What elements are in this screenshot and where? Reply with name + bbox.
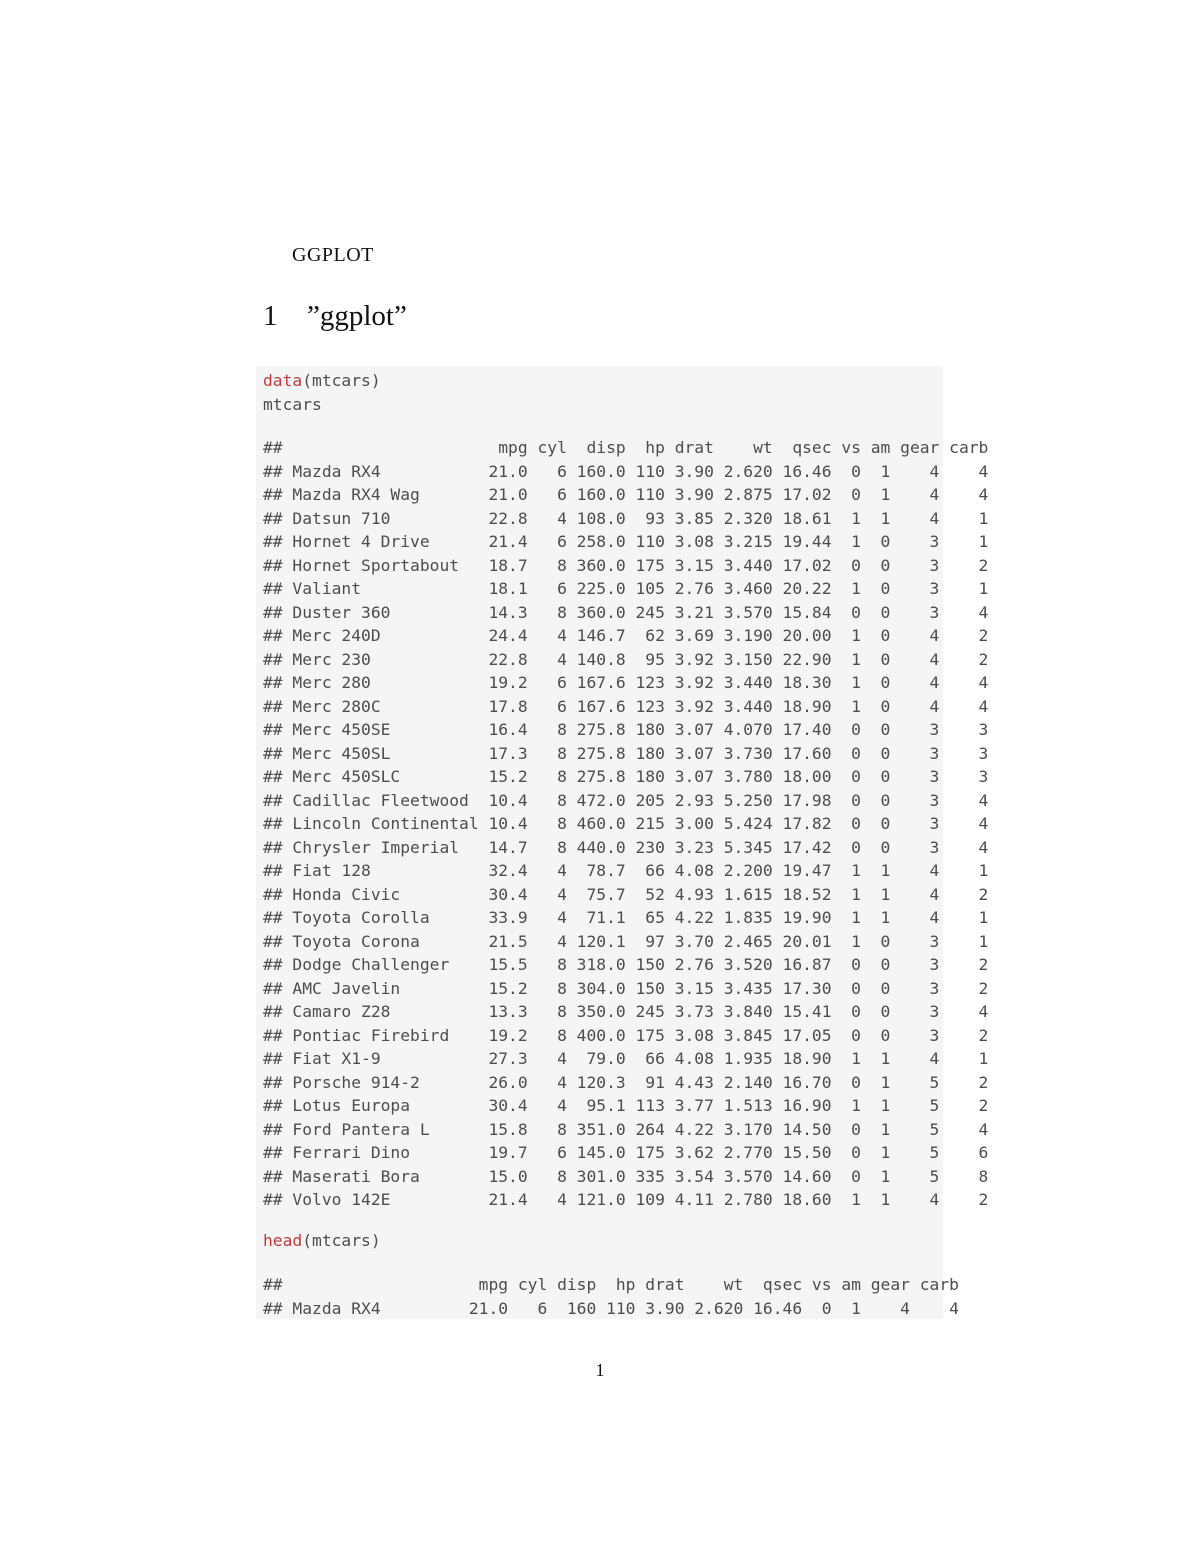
output-row: ## Merc 450SL 17.3 8 275.8 180 3.07 3.730 17.60 0 0 3 3 xyxy=(263,743,989,763)
section-heading xyxy=(263,300,407,333)
code-chunk-2 xyxy=(263,1229,381,1253)
page-number: 1 xyxy=(595,1360,605,1380)
output-row: ## Mazda RX4 21.0 6 160.0 110 3.90 2.620 16.46 0 1 4 4 xyxy=(263,461,989,481)
output-header-row: ## mpg cyl disp hp drat wt qsec vs am gear carb xyxy=(263,1275,959,1294)
output-row: ## Lotus Europa 30.4 4 95.1 113 3.77 1.513 16.90 1 1 5 2 xyxy=(263,1096,989,1115)
output-row: ## Porsche 914-2 26.0 4 120.3 91 4.43 2.140 16.70 0 1 5 2 xyxy=(263,1072,989,1092)
output-row: ## Merc 230 22.8 4 140.8 95 3.92 3.150 22.90 1 0 4 2 xyxy=(263,649,989,669)
section-number: 1 xyxy=(263,300,278,332)
output-row: ## Valiant 18.1 6 225.0 105 2.76 3.460 20.22 1 0 3 1 xyxy=(263,579,989,598)
code-chunk-1 xyxy=(263,369,381,416)
output-row: ## AMC Javelin 15.2 8 304.0 150 3.15 3.435 17.30 0 0 3 2 xyxy=(263,978,989,998)
output-row: ## Duster 360 14.3 8 360.0 245 3.21 3.570 15.84 0 0 3 4 xyxy=(263,602,989,622)
function-name: head xyxy=(263,1231,303,1250)
output-row: ## Hornet Sportabout 18.7 8 360.0 175 3.15 3.440 17.02 0 0 3 2 xyxy=(263,555,989,575)
output-row: ## Hornet 4 Drive 21.4 6 258.0 110 3.08 3.215 19.44 1 0 3 1 xyxy=(263,532,989,551)
section-title: ”ggplot” xyxy=(307,300,407,332)
function-args: (mtcars) xyxy=(302,371,381,390)
output-row: ## Volvo 142E 21.4 4 121.0 109 4.11 2.780 18.60 1 1 4 2 xyxy=(263,1190,989,1209)
document-title: GGPLOT xyxy=(292,244,374,266)
output-row: ## Datsun 710 22.8 4 108.0 93 3.85 2.320 18.61 1 1 4 1 xyxy=(263,508,989,528)
output-row: ## Lincoln Continental 10.4 8 460.0 215 3.00 5.424 17.82 0 0 3 4 xyxy=(263,814,989,833)
output-row: ## Merc 240D 24.4 4 146.7 62 3.69 3.190 20.00 1 0 4 2 xyxy=(263,626,989,645)
output-row: ## Toyota Corona 21.5 4 120.1 97 3.70 2.465 20.01 1 0 3 1 xyxy=(263,931,989,951)
output-row: ## Mazda RX4 21.0 6 160 110 3.90 2.620 16.46 0 1 4 4 xyxy=(263,1298,959,1318)
output-row: ## Merc 450SE 16.4 8 275.8 180 3.07 4.070 17.40 0 0 3 3 xyxy=(263,720,989,739)
output-row: ## Fiat X1-9 27.3 4 79.0 66 4.08 1.935 18.90 1 1 4 1 xyxy=(263,1049,989,1068)
output-row: ## Merc 280 19.2 6 167.6 123 3.92 3.440 18.30 1 0 4 4 xyxy=(263,673,989,692)
output-rows xyxy=(263,1299,959,1318)
output-row: ## Merc 280C 17.8 6 167.6 123 3.92 3.440 18.90 1 0 4 4 xyxy=(263,696,989,716)
output-row: ## Maserati Bora 15.0 8 301.0 335 3.54 3.570 14.60 0 1 5 8 xyxy=(263,1166,989,1186)
output-row: ## Cadillac Fleetwood 10.4 8 472.0 205 2.93 5.250 17.98 0 0 3 4 xyxy=(263,790,989,810)
output-row: ## Pontiac Firebird 19.2 8 400.0 175 3.08 3.845 17.05 0 0 3 2 xyxy=(263,1025,989,1045)
output-row: ## Fiat 128 32.4 4 78.7 66 4.08 2.200 19.47 1 1 4 1 xyxy=(263,861,989,880)
output-header-row: ## mpg cyl disp hp drat wt qsec vs am gear carb xyxy=(263,438,989,457)
output-table-head xyxy=(263,1273,959,1320)
output-row: ## Honda Civic 30.4 4 75.7 52 4.93 1.615 18.52 1 1 4 2 xyxy=(263,884,989,904)
output-row: ## Ford Pantera L 15.8 8 351.0 264 4.22 3.170 14.50 0 1 5 4 xyxy=(263,1119,989,1139)
function-args: (mtcars) xyxy=(302,1231,381,1250)
code-line: mtcars xyxy=(263,394,322,414)
output-row: ## Ferrari Dino 19.7 6 145.0 175 3.62 2.770 15.50 0 1 5 6 xyxy=(263,1143,989,1162)
output-row: ## Merc 450SLC 15.2 8 275.8 180 3.07 3.780 18.00 0 0 3 3 xyxy=(263,767,989,786)
output-rows xyxy=(263,462,988,1210)
output-row: ## Camaro Z28 13.3 8 350.0 245 3.73 3.840 15.41 0 0 3 4 xyxy=(263,1002,989,1021)
function-name: data xyxy=(263,371,303,390)
output-row: ## Chrysler Imperial 14.7 8 440.0 230 3.23 5.345 17.42 0 0 3 4 xyxy=(263,837,989,857)
output-row: ## Dodge Challenger 15.5 8 318.0 150 2.76 3.520 16.87 0 0 3 2 xyxy=(263,955,989,974)
output-table-mtcars xyxy=(263,436,988,1212)
output-row: ## Toyota Corolla 33.9 4 71.1 65 4.22 1.835 19.90 1 1 4 1 xyxy=(263,908,989,927)
output-row: ## Mazda RX4 Wag 21.0 6 160.0 110 3.90 2.875 17.02 0 1 4 4 xyxy=(263,485,989,504)
